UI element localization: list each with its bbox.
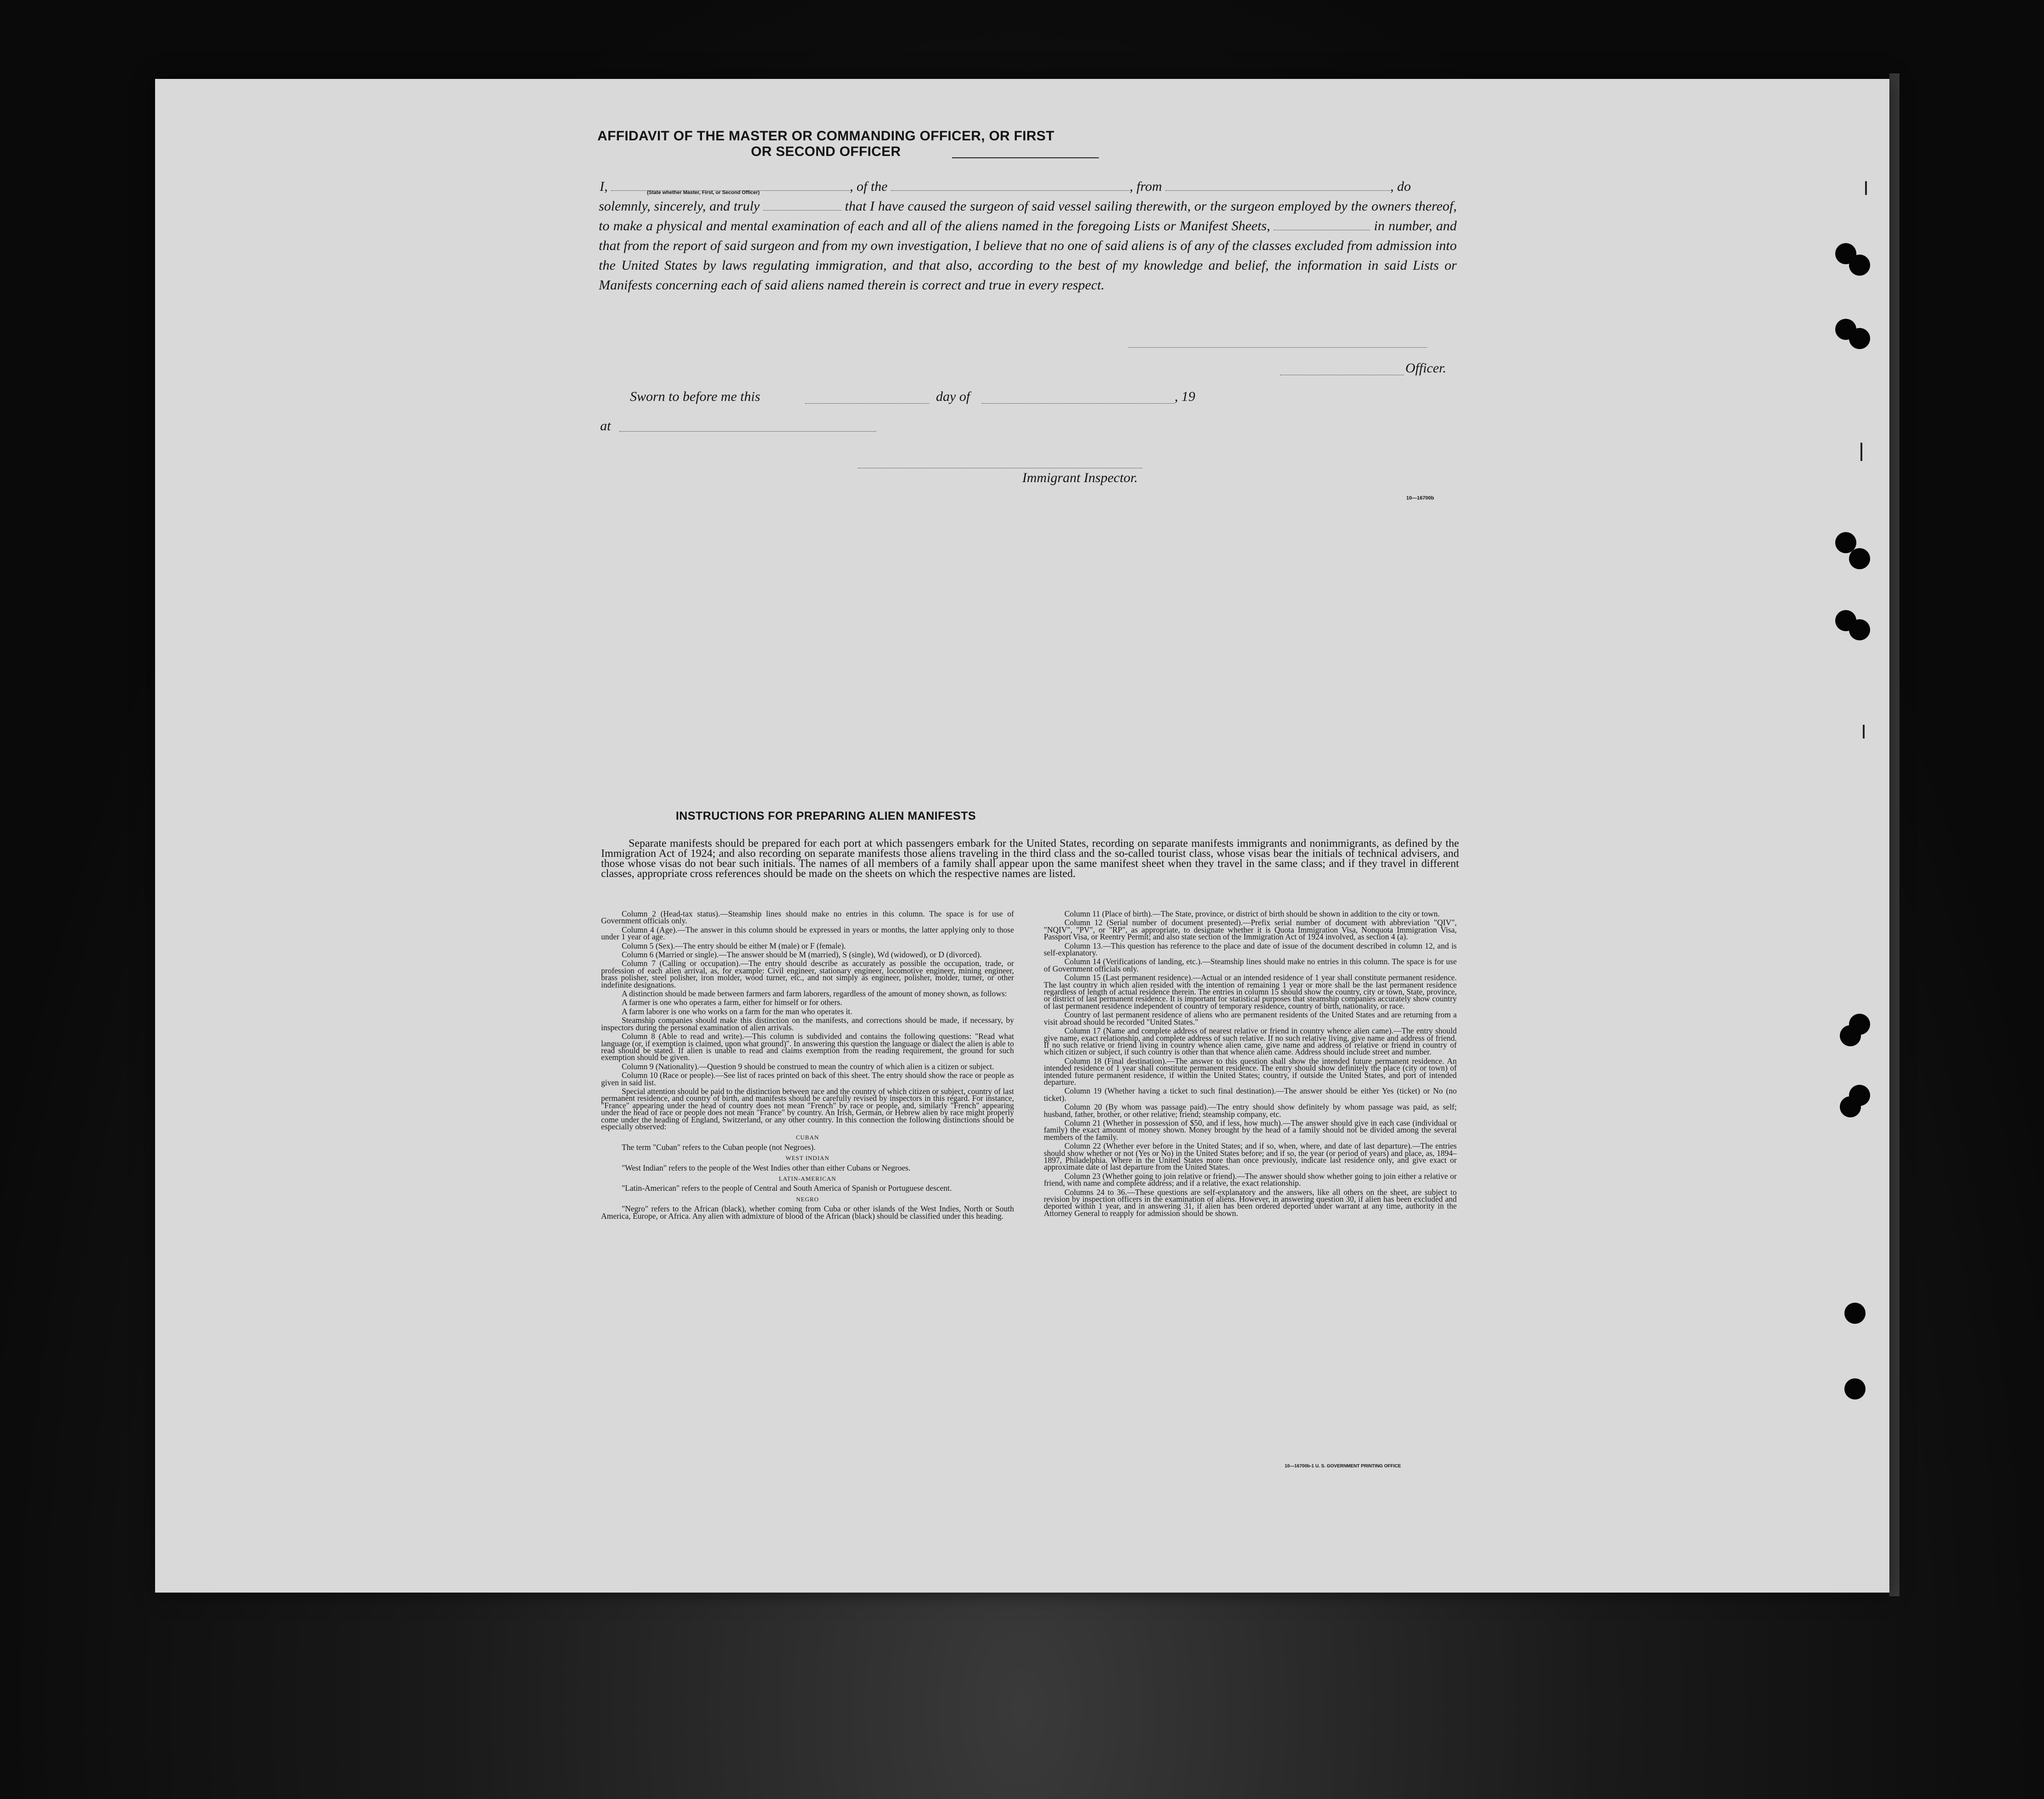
officer-line[interactable] (1280, 374, 1404, 375)
year-label: , 19 (1175, 389, 1195, 404)
heading-latin-american: LATIN-AMERICAN (779, 1175, 836, 1182)
at-label: at (600, 418, 611, 433)
instruction-paragraph: Column 23 (Whether going to join relative or friend).—The answer should show whether going to join either a relative or friend, with name and complete address; and if a relative, the exact relationship. (1044, 1171, 1457, 1188)
at-place-blank[interactable] (619, 430, 876, 432)
instructions-intro: Separate manifests should be prepared for each port at which passengers embark for the United States, recording on separate manifests immigrants and nonimmigrants, as defined by the Immigration Act of 1924; and also recording on separate manifests those aliens traveling in the third class and the so-called tourist class, whose visas bear the initials of technical advisers, and those whose visas do not bear such initials. The names of all members of a family shall appear upon the same manifest sheet when they travel in the same class; and if they travel in different classes, appropriate cross references should be made on the sheets on which the respective names are listed. (601, 838, 1459, 880)
instruction-paragraph: Column 19 (Whether having a ticket to such final destination).—The answer should be either Yes (ticket) or No (no ticket). (1044, 1086, 1457, 1103)
affidavit-from: , from (1130, 179, 1162, 194)
instruction-paragraph: Column 17 (Name and complete address of nearest relative or friend in country whence alien came).—The entry should give name, exact relationship, and complete address of such relative. If no such relative living, give name and address of friend. If no such relative or friend living in country whence alien came, give name and address of relative or friend in country of which citizen or subject, if such country is other than that whence alien came. Address should include street and number. (1044, 1026, 1457, 1057)
affidavit-do: , do (1390, 179, 1411, 194)
instruction-paragraph: "West Indian" refers to the people of the West Indies other than either Cubans or Negroes. (622, 1163, 911, 1172)
instruction-paragraph: Column 2 (Head-tax status).—Steamship lines should make no entries in this column. The space is for use of Government officials only. (601, 909, 1014, 926)
instruction-paragraph: Column 18 (Final destination).—The answer to this question shall show the intended future permanent residence. An intended residence of 1 year shall constitute permanent residence. The entry should show definitely the place (city or town) of intended future permanent residence, if within the United States; country, if outside the United States, and port of intended departure. (1044, 1056, 1457, 1087)
inspector-label: Immigrant Inspector. (1022, 470, 1138, 485)
instruction-paragraph: Column 22 (Whether ever before in the United States; and if so, when, where, and date of last departure).—The entries should show whether or not (Yes or No) in the United States before; and if so, the year (or period of years) and place, as, 1894–1897, Philadelphia. Where in the United States more than once previously, indicate last residence only, and give exact or approximate date of last departure from the United States. (1044, 1141, 1457, 1172)
sworn-label: Sworn to before me this (630, 389, 760, 404)
affidavit-solemnly: solemnly, sincerely, and truly (599, 199, 760, 214)
heading-cuban: CUBAN (796, 1134, 819, 1141)
instructions-title: INSTRUCTIONS FOR PREPARING ALIEN MANIFESTS (675, 810, 976, 822)
officer-label: Officer. (1405, 361, 1447, 376)
punch-hole (1840, 1096, 1861, 1117)
affidavit-form-number: 10—16700b (1406, 495, 1434, 501)
manifest-sheet (155, 79, 1889, 1593)
sworn-day-blank[interactable] (805, 402, 929, 404)
affidavit-text-2: in number, and that from the report of said surgeon and from my own investigation, I believe that no one of said aliens is of any of the classes excluded from admission into the United States by laws regulating immigration, and that also, according to the best of my knowledge and belief, the information in said Lists or Manifests concerning each of said aliens named therein is correct and true in every respect. (599, 218, 1457, 293)
instruction-paragraph: Column 20 (By whom was passage paid).—The entry should show definitely by whom passage was paid, as self; husband, father, brother, or other relative; friend; steamship company, etc. (1044, 1102, 1457, 1119)
instruction-paragraph: The term "Cuban" refers to the Cuban people (not Negroes). (622, 1142, 816, 1152)
officer-rank-blank[interactable] (611, 181, 850, 191)
affidavit-title: AFFIDAVIT OF THE MASTER OR COMMANDING OFFICER, OR FIRST OR SECOND OFFICER (597, 128, 1054, 159)
edge-tick (1860, 443, 1862, 461)
vessel-name-blank[interactable] (891, 181, 1130, 191)
punch-hole (1849, 619, 1870, 640)
instruction-paragraph: Steamship companies should make this distinction on the manifests, and corrections should be made, if necessary, by inspectors during the personal examination of alien arrivals. (601, 1016, 1014, 1032)
edge-tick (1865, 181, 1867, 195)
instruction-paragraph: Column 15 (Last permanent residence).—Actual or an intended residence of 1 year shall constitute permanent residence. The last country in which alien resided with the intention of remaining 1 year or more shall be the last permanent residence regardless of length of actual residence therein. The entries in column 15 should show the country, city or town, State, province, or district of last permanent residence. It is important for statistical purposes that steamship companies accurately show country of last permanent residence independent of country of temporary residence, country of birth, nationality, or race. (1044, 973, 1457, 1011)
instructions-left-column (601, 911, 1014, 1222)
instruction-paragraph: Column 14 (Verifications of landing, etc.).—Steamship lines should make no entries in this column. The space is for use of Government officials only. (1044, 957, 1457, 973)
instruction-paragraph: A distinction should be made between farmers and farm laborers, regardless of the amount of money shown, as follows: (622, 989, 1007, 999)
instruction-paragraph: Special attention should be paid to the distinction between race and the country of which citizen or subject, country of last permanent residence, and country of birth, and manifests should be carefully revised by inspectors in this regard. For instance, "France" appearing under the head of country does not mean "French" by race or people, and, similarly "French" appearing under the head of race or people does not mean "France" by country. An Irish, German, or Hebrew alien by race might properly come under the heading of England, Switzerland, or any other country. In this connection the following distinctions should be especially observed: (601, 1086, 1014, 1131)
punch-hole (1840, 1025, 1861, 1046)
instruction-paragraph: Column 7 (Calling or occupation).—The entry should describe as accurately as possible the occupation, trade, or profession of each alien arrival, as, for example: Civil engineer, stationary engineer, locomotive engineer, mining engineer, brass polisher, steel polisher, iron molder, wood turner, etc., and not simply as engineer, polisher, molder, turner, or other indefinite designations. (601, 959, 1014, 989)
instruction-paragraph: Column 12 (Serial number of document presented).—Prefix serial number of document with abbreviation "QIV", "NQIV", "PV", or "RP", as appropriate, to designate whether it is Quota Immigration Visa, Nonquota Immigration Visa, Passport Visa, or Reentry Permit; and also state section of the Immigration Act of 1924 involved, as section 4 (a). (1044, 918, 1457, 942)
instruction-paragraph: Column 10 (Race or people).—See list of races printed on back of this sheet. The entry should show the race or people as given in said list. (601, 1071, 1014, 1087)
instruction-paragraph: Column 4 (Age).—The answer in this column should be expressed in years or months, the latter applying only to those under 1 year of age. (601, 925, 1014, 942)
rank-instruction-note: (State whether Master, First, or Second Officer) (647, 190, 760, 195)
instruction-paragraph: Country of last permanent residence of aliens who are permanent residents of the United States and are returning from a visit abroad should be recorded "United States." (1044, 1010, 1457, 1027)
declaration-blank[interactable] (763, 201, 841, 211)
instruction-paragraph: A farmer is one who operates a farm, either for himself or for others. (622, 998, 842, 1007)
instruction-paragraph: Column 6 (Married or single).—The answer should be M (married), S (single), Wd (widowed), or D (divorced). (622, 950, 982, 960)
day-of-label: day of (936, 389, 970, 404)
instructions-right-column (1044, 911, 1457, 1219)
instruction-paragraph: Column 9 (Nationality).—Question 9 should be construed to mean the country of which alien is a citizen or subject. (622, 1061, 994, 1071)
port-blank[interactable] (1165, 181, 1390, 191)
heading-west-indian: WEST INDIAN (785, 1155, 830, 1162)
affidavit-i: I, (600, 179, 608, 194)
inspector-signature-line[interactable] (858, 467, 1142, 468)
instruction-paragraph: Column 21 (Whether in possession of $50, and if less, how much).—The answer should give in each case (individual or family) the exact amount of money shown. Money brought by the head of a family should not be divided among the several members of the family. (1044, 1118, 1457, 1142)
instruction-paragraph: Columns 24 to 36.—These questions are self-explanatory and the answers, like all others on the sheet, are subject to revision by inspection officers in the examination of aliens. However, in answering question 30, if alien has been excluded and deported within 1 year, and in answering 31, if alien has been ordered deported under warrant at any time, authority in the Attorney General to reapply for admission should be shown. (1044, 1187, 1457, 1218)
instruction-paragraph: Column 8 (Able to read and write).—This column is subdivided and contains the following questions: "Read what language (or, if exemption is claimed, upon what ground)". In answering this question the language or dialect the alien is able to read should be stated. If alien is unable to read and claims exemption from the reading requirement, the ground for such exemption should be given. (601, 1032, 1014, 1062)
title-underline (952, 157, 1099, 158)
edge-tick (1863, 725, 1865, 738)
punch-hole (1849, 328, 1870, 349)
instruction-paragraph: A farm laborer is one who works on a farm for the man who operates it. (622, 1006, 852, 1016)
sheet-edge-shadow (1889, 73, 1899, 1596)
punch-hole (1844, 1378, 1866, 1399)
signature-line[interactable] (1129, 346, 1427, 348)
instruction-paragraph: "Negro" refers to the African (black), whether coming from Cuba or other islands of the West Indies, North or South America, Europe, or Africa. Any alien with admixture of blood of the African (black) should be classified under this heading. (601, 1204, 1014, 1221)
instruction-paragraph: Column 13.—This question has reference to the place and date of issue of the document described in column 12, and is self-explanatory. (1044, 941, 1457, 958)
punch-hole (1844, 1303, 1866, 1324)
instruction-paragraph: "Latin-American" refers to the people of Central and South America of Spanish or Portuguese descent. (622, 1183, 952, 1193)
instruction-paragraph: Column 5 (Sex).—The entry should be either M (male) or F (female). (622, 941, 846, 950)
sworn-month-blank[interactable] (982, 402, 1175, 404)
alien-count-blank[interactable] (1274, 221, 1370, 230)
printing-office-footer: 10—16700b-1 U. S. GOVERNMENT PRINTING OFFICE (1285, 1464, 1401, 1469)
affidavit-of-the: , of the (850, 179, 888, 194)
instruction-paragraph: Column 11 (Place of birth).—The State, province, or district of birth should be shown in addition to the city or town. (1064, 909, 1440, 918)
punch-hole (1849, 548, 1870, 569)
heading-negro: NEGRO (796, 1195, 819, 1203)
affidavit-text-1: that I have caused the surgeon of said vessel sailing therewith, or the surgeon employed by the owners thereof, to make a physical and mental examination of each and all of the aliens named in the foregoing Lists or Manifest Sheets, (599, 199, 1457, 233)
punch-hole (1849, 255, 1870, 276)
